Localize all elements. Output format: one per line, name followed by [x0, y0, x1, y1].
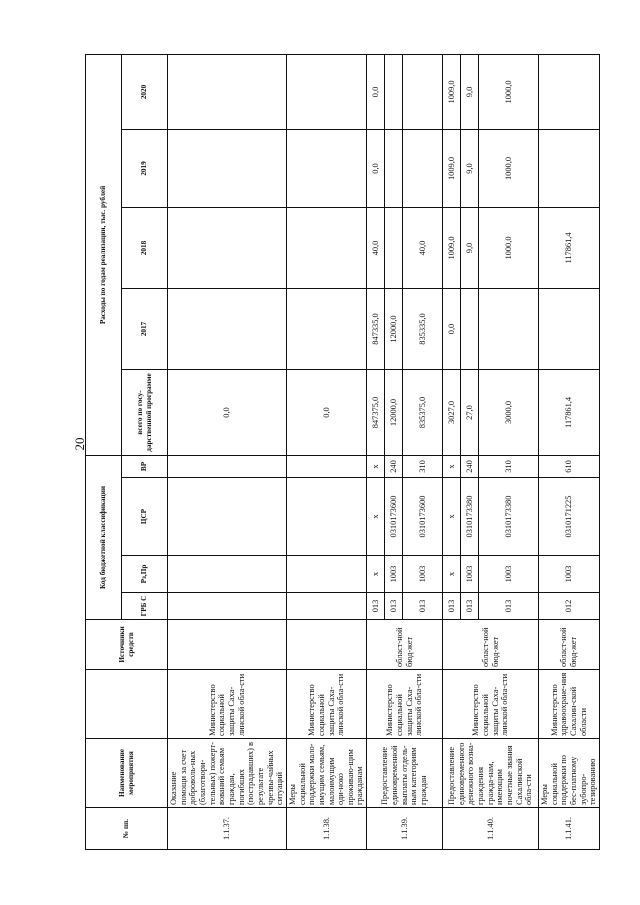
row-grbs: 013: [479, 593, 539, 620]
header-grbs: ГРБ С: [122, 593, 168, 620]
row-vr: х: [443, 455, 461, 477]
budget-table: [85, 54, 600, 850]
row-2019: 0,0: [367, 129, 385, 207]
row-grbs: 013: [403, 593, 443, 620]
row-vr: 610: [539, 455, 600, 477]
row-2018: 1000,0: [479, 207, 539, 288]
row-name: Меры социальной поддержки по бес-платному зубопро-тезированию: [539, 739, 600, 808]
row-vr: [168, 455, 287, 477]
row-2017: [539, 288, 600, 369]
row-vr: 240: [385, 455, 403, 477]
row-grbs: 013: [367, 593, 385, 620]
row-grbs: 013: [443, 593, 461, 620]
header-vr: ВР: [122, 455, 168, 477]
header-total: всего по госу-дарственной программе: [122, 369, 168, 455]
row-2019: [385, 129, 403, 207]
row-2020: [385, 54, 403, 129]
row-2017: [286, 288, 366, 369]
rotated-table-container: [85, 55, 598, 850]
row-2020: [539, 54, 600, 129]
row-rzpr: [168, 556, 287, 593]
header-expenses: Расходы по годам реализации, тыс. рублей: [86, 54, 122, 455]
table-row: [168, 54, 287, 849]
row-responsible: Министерство социальной защиты Саха-линской обла-сти: [286, 670, 366, 739]
row-grbs: 013: [385, 593, 403, 620]
row-grbs: [286, 593, 366, 620]
row-total: 0,0: [168, 369, 287, 455]
row-rzpr: 1003: [461, 556, 479, 593]
row-2019: 9,0: [461, 129, 479, 207]
row-total: 117861,4: [539, 369, 600, 455]
row-2017: 835335,0: [403, 288, 443, 369]
row-2020: 1000,0: [479, 54, 539, 129]
row-csr: 0310173380: [461, 478, 479, 556]
row-2017: [168, 288, 287, 369]
row-csr: 0310173380: [479, 478, 539, 556]
row-2019: [168, 129, 287, 207]
header-budget-class: Код бюджетной классификации: [86, 455, 122, 619]
row-2017: 12000,0: [385, 288, 403, 369]
row-rzpr: х: [367, 556, 385, 593]
row-total: 27,0: [461, 369, 479, 455]
row-2020: 1009,0: [443, 54, 461, 129]
row-rzpr: 1003: [385, 556, 403, 593]
row-2020: [403, 54, 443, 129]
row-2018: [168, 207, 287, 288]
table-row: [443, 54, 461, 849]
row-responsible: Министерство социальной защиты Саха-линской обла-сти: [168, 670, 287, 739]
row-rzpr: 1003: [479, 556, 539, 593]
header-2017: 2017: [122, 288, 168, 369]
row-rzpr: 1003: [539, 556, 600, 593]
row-num: 1.1.38.: [286, 808, 366, 850]
row-name: Предоставление единовременного денежного возна-граждения гражда-нам, имеющим почетные звания Сахалинской обла-сти: [443, 739, 539, 808]
row-total: 835375,0: [403, 369, 443, 455]
row-2019: 1000,0: [479, 129, 539, 207]
row-2018: [286, 207, 366, 288]
row-name: Предоставление единовременной выплаты отдель-ным категориям граждан: [367, 739, 443, 808]
header-name: Наименование мероприятия: [86, 739, 168, 808]
row-num: 1.1.41.: [539, 808, 600, 850]
row-total: 847375,0: [367, 369, 385, 455]
header-2018: 2018: [122, 207, 168, 288]
header-rzpr: Рз,Пр: [122, 556, 168, 593]
row-vr: 310: [403, 455, 443, 477]
row-csr: 0310173600: [385, 478, 403, 556]
row-2018: 9,0: [461, 207, 479, 288]
row-total: 3000,0: [479, 369, 539, 455]
row-csr: 0310171225: [539, 478, 600, 556]
row-2020: 9,0: [461, 54, 479, 129]
row-grbs: 012: [539, 593, 600, 620]
row-2017: [479, 288, 539, 369]
header-sources: Источники средств: [86, 620, 168, 670]
row-name: Оказание помощи за счет доброволь-ных (благотвори-тельных) пожерт-вований семьям граждан, погибших (пострадавших) в результате чрезвы-чайных ситуаций: [168, 739, 287, 808]
row-2017: [461, 288, 479, 369]
row-total: 0,0: [286, 369, 366, 455]
row-2019: [286, 129, 366, 207]
row-2020: 0,0: [367, 54, 385, 129]
table-row: [286, 54, 366, 849]
row-csr: х: [367, 478, 385, 556]
row-2020: [168, 54, 287, 129]
row-csr: [286, 478, 366, 556]
row-num: 1.1.40.: [443, 808, 539, 850]
row-csr: 0310173600: [403, 478, 443, 556]
row-grbs: [168, 593, 287, 620]
row-2017: 0,0: [443, 288, 461, 369]
row-2019: [539, 129, 600, 207]
row-2018: 1009,0: [443, 207, 461, 288]
table-row: [539, 54, 600, 849]
row-num: 1.1.37.: [168, 808, 287, 850]
row-source: област-ной бюд-жет: [367, 620, 443, 670]
row-source: област-ной бюд-жет: [443, 620, 539, 670]
row-2018: 40,0: [403, 207, 443, 288]
row-responsible: Министерство здравоохране-ния Сахалин-ской области: [539, 670, 600, 739]
row-responsible: Министерство социальной защиты Саха-линской обла-сти: [443, 670, 539, 739]
table-row: [367, 54, 385, 849]
row-2020: [286, 54, 366, 129]
row-vr: 240: [461, 455, 479, 477]
row-source: област-ной бюд-жет: [539, 620, 600, 670]
header-2020: 2020: [122, 54, 168, 129]
row-grbs: 013: [461, 593, 479, 620]
row-vr: х: [367, 455, 385, 477]
row-2018: 117861,4: [539, 207, 600, 288]
row-vr: [286, 455, 366, 477]
row-total: 3027,0: [443, 369, 461, 455]
row-rzpr: [286, 556, 366, 593]
row-2018: [385, 207, 403, 288]
row-2018: 40,0: [367, 207, 385, 288]
page-number: 20: [72, 437, 87, 451]
row-source: [286, 620, 366, 670]
row-2019: [403, 129, 443, 207]
row-num: 1.1.39.: [367, 808, 443, 850]
header-csr: ЦСР: [122, 478, 168, 556]
row-source: [168, 620, 287, 670]
row-rzpr: х: [443, 556, 461, 593]
row-responsible: Министерство социальной защиты Саха-линской обла-сти: [367, 670, 443, 739]
header-2019: 2019: [122, 129, 168, 207]
row-csr: [168, 478, 287, 556]
row-2017: 847335,0: [367, 288, 385, 369]
row-name: Меры социальной поддержки мало-имущим семьям, малоимущим оди-ноко проживаю-щим гражданам: [286, 739, 366, 808]
header-responsible: [86, 670, 168, 739]
row-vr: 310: [479, 455, 539, 477]
row-2019: 1009,0: [443, 129, 461, 207]
row-total: 12000,0: [385, 369, 403, 455]
row-rzpr: 1003: [403, 556, 443, 593]
row-csr: х: [443, 478, 461, 556]
header-num: № пп.: [86, 808, 168, 850]
